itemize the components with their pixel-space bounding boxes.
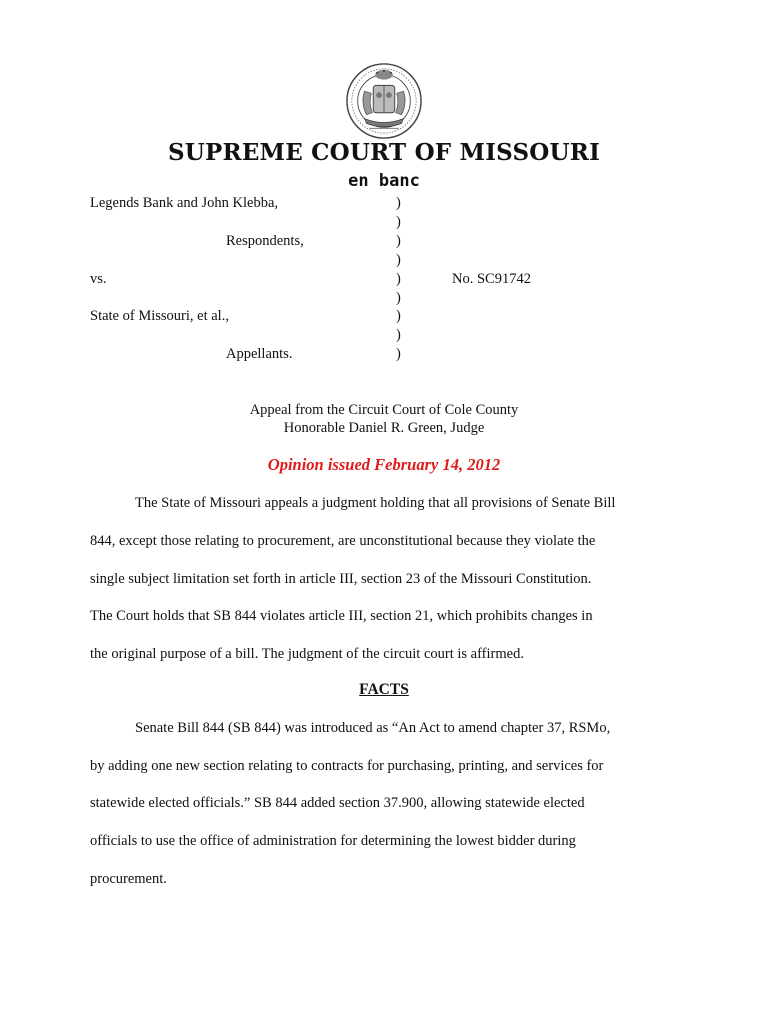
appellants-label: Appellants. [226, 346, 293, 362]
judge-line: Honorable Daniel R. Green, Judge [283, 420, 485, 436]
caption-bracket: ) [396, 233, 401, 249]
versus-label: vs. [90, 271, 107, 287]
respondents-label: Respondents, [226, 233, 304, 249]
paragraph-line: single subject limitation set forth in article III, section 23 of the Missouri Constitution. [90, 571, 592, 587]
opinion-date: Opinion issued February 14, 2012 [267, 455, 501, 474]
paragraph-line: officials to use the office of administration for determining the lowest bidder during [90, 833, 576, 849]
case-caption [0, 0, 768, 370]
caption-bracket: ) [396, 214, 401, 230]
paragraph-line: statewide elected officials.” SB 844 added section 37.900, allowing statewide elected [90, 795, 585, 811]
court-title: SUPREME COURT OF MISSOURI [167, 139, 601, 166]
paragraph-line: The Court holds that SB 844 violates article III, section 21, which prohibits changes in [90, 608, 593, 624]
paragraph-line: the original purpose of a bill. The judgment of the circuit court is affirmed. [90, 646, 524, 662]
caption-bracket: ) [396, 271, 401, 287]
caption-bracket: ) [396, 346, 401, 362]
case-number: No. SC91742 [452, 271, 531, 287]
paragraph-line: Senate Bill 844 (SB 844) was introduced as “An Act to amend chapter 37, RSMo, [135, 720, 611, 736]
paragraph-line: by adding one new section relating to contracts for purchasing, printing, and services for [90, 758, 604, 774]
party-respondents: Legends Bank and John Klebba, [90, 195, 279, 211]
caption-bracket: ) [396, 308, 401, 324]
caption-bracket: ) [396, 290, 401, 306]
caption-bracket: ) [396, 327, 401, 343]
en-banc-subtitle: en banc [348, 171, 420, 191]
appeal-court-line: Appeal from the Circuit Court of Cole County [249, 402, 519, 418]
facts-heading: FACTS [359, 681, 409, 698]
paragraph-line: 844, except those relating to procurement, are unconstitutional because they violate the [90, 533, 596, 549]
caption-bracket: ) [396, 252, 401, 268]
party-appellants: State of Missouri, et al., [90, 308, 229, 324]
caption-bracket: ) [396, 195, 401, 211]
paragraph-line: The State of Missouri appeals a judgment holding that all provisions of Senate Bill [135, 495, 616, 511]
paragraph-line: procurement. [90, 871, 167, 887]
